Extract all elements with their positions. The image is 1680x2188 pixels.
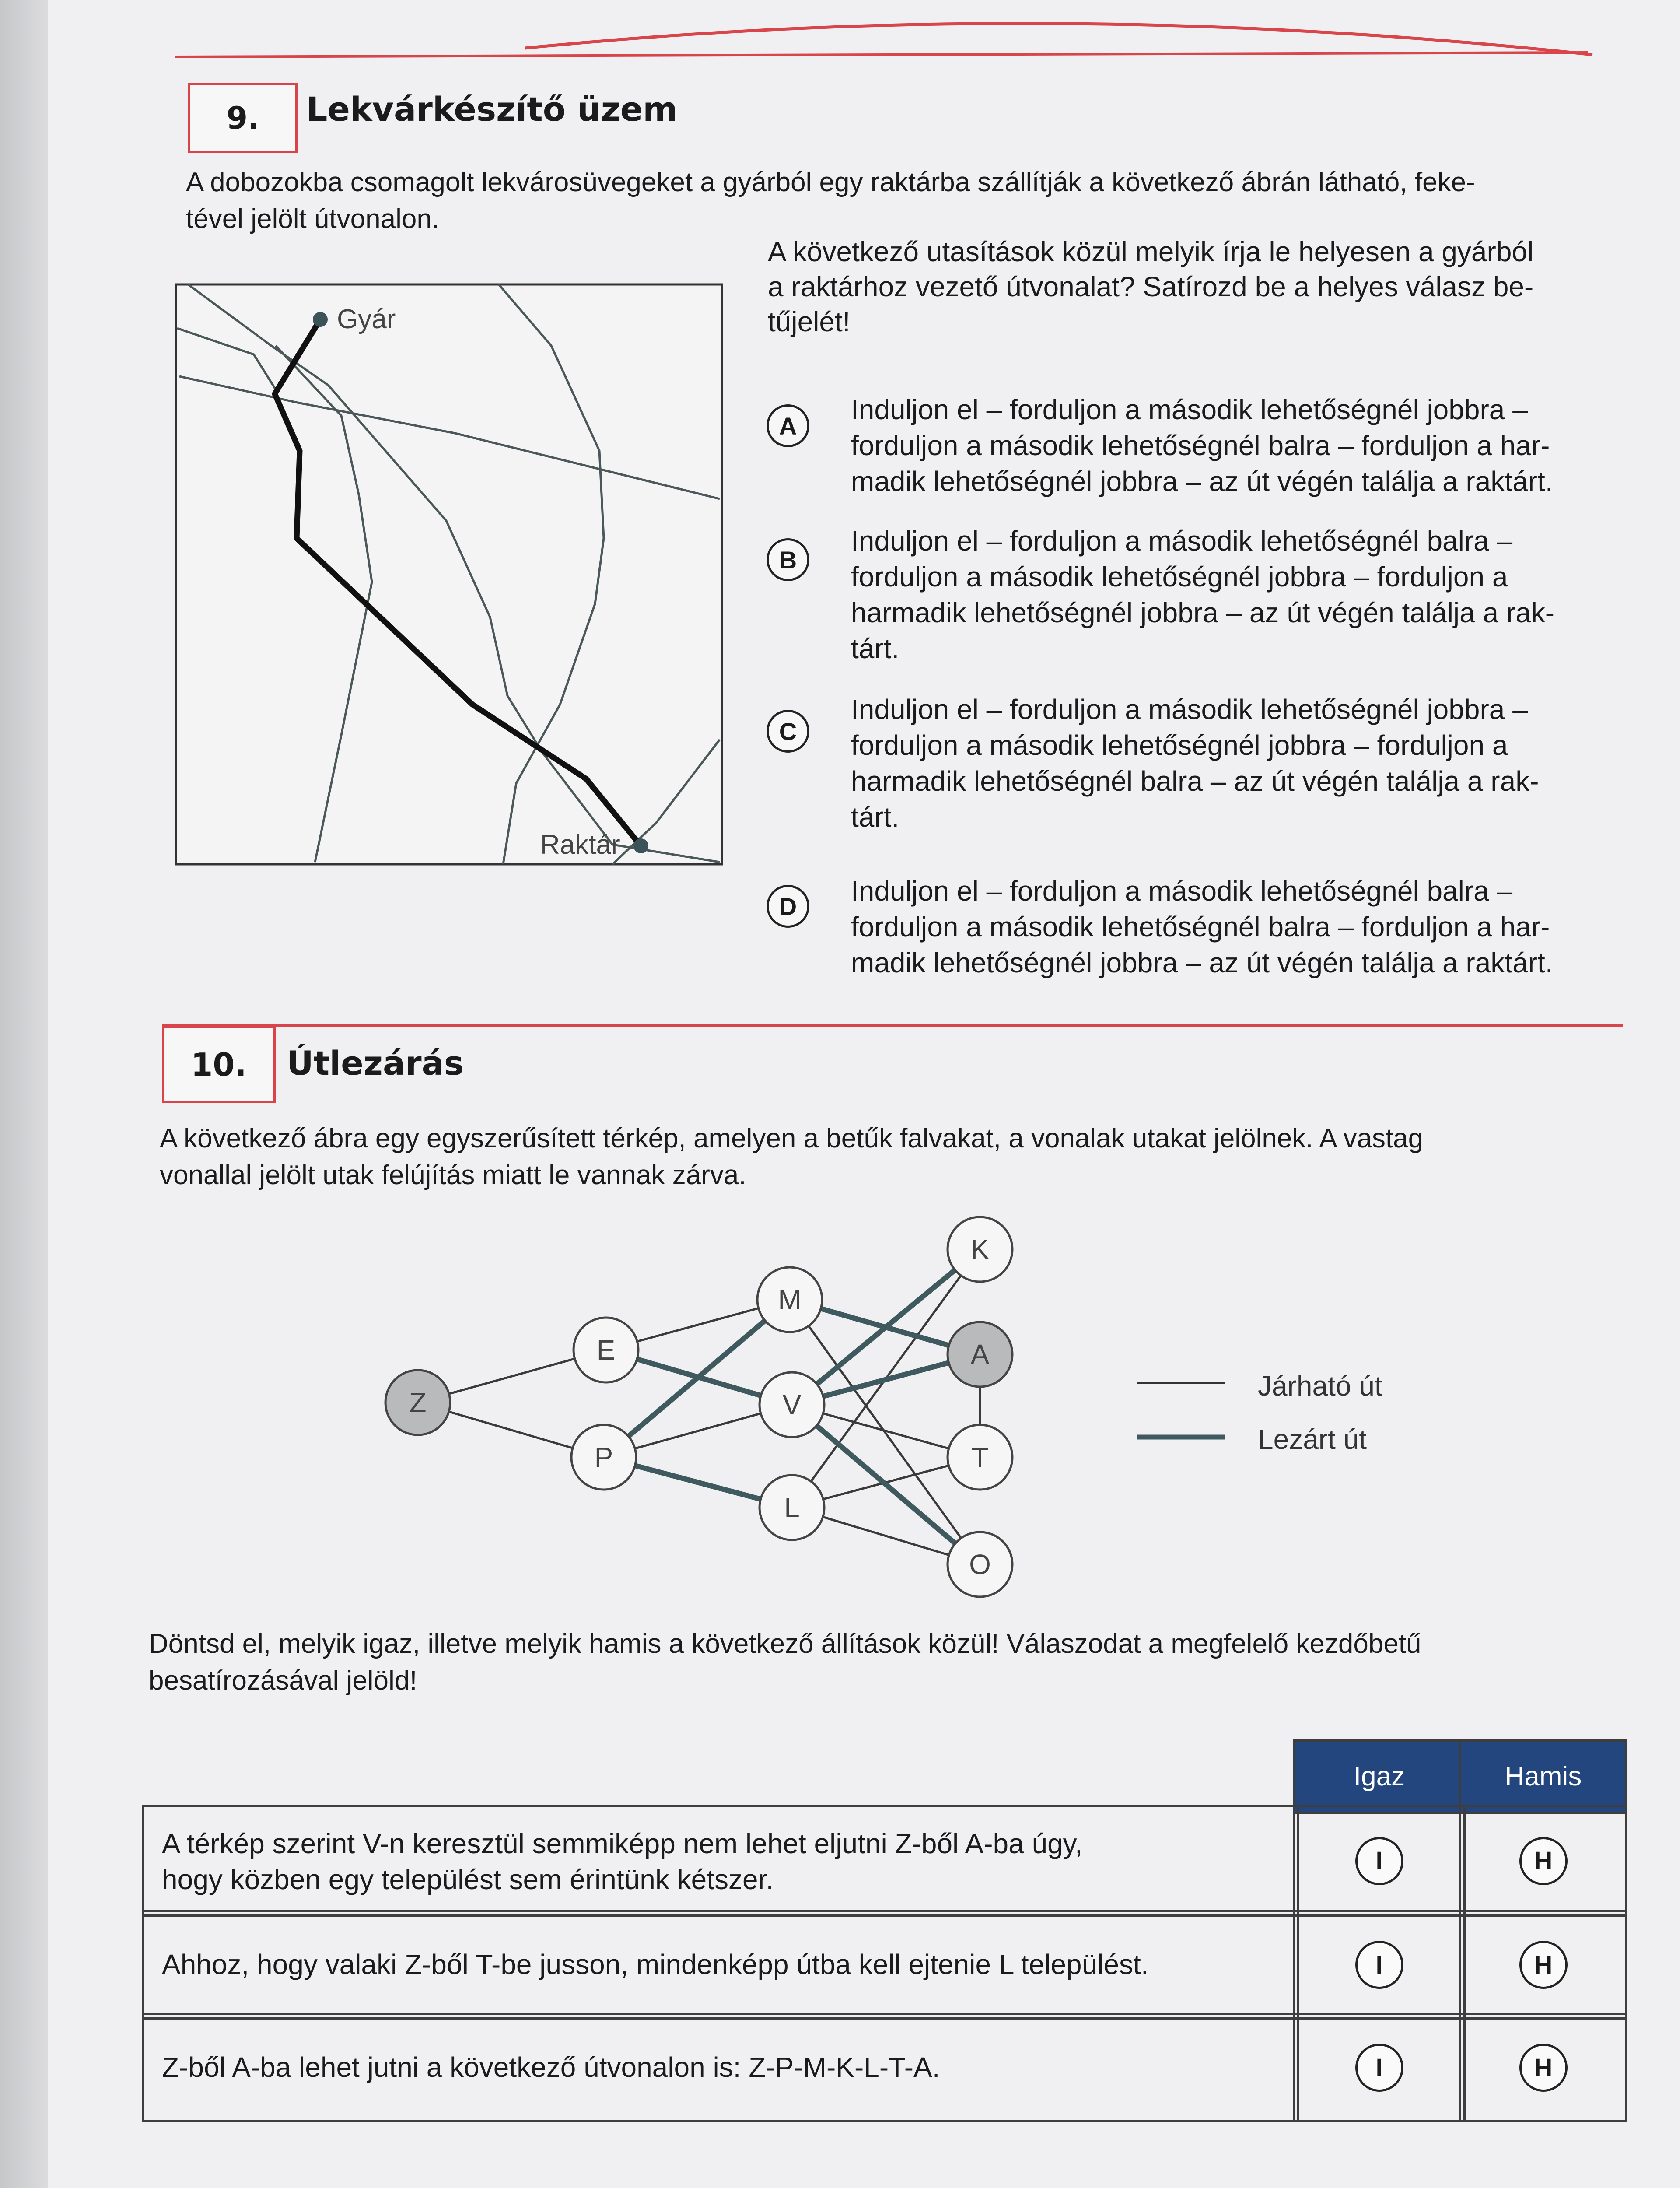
- village-label-Z: Z: [409, 1387, 427, 1418]
- village-label-V: V: [782, 1389, 802, 1420]
- option-b-bubble[interactable]: B: [766, 538, 809, 581]
- map-label-factory: Gyár: [337, 304, 396, 334]
- closed-road-P-M: [604, 1300, 790, 1457]
- village-label-K: K: [970, 1234, 990, 1265]
- answer-true-bubble[interactable]: I: [1355, 1941, 1404, 1989]
- option-line: madik lehetőségnél jobbra – az út végén találja a raktárt.: [851, 947, 1553, 978]
- task10-intro-line2: vonallal jelölt utak felújítás miatt le vannak zárva.: [160, 1160, 746, 1190]
- option-line: Induljon el – forduljon a második lehetőségnél jobbra –: [851, 694, 1528, 725]
- option-c-bubble[interactable]: C: [766, 710, 809, 753]
- closed-road-V-O: [792, 1405, 980, 1564]
- legend-open-label: Járható út: [1258, 1370, 1382, 1402]
- task10-number: 10.: [191, 1046, 247, 1083]
- answer-false-bubble[interactable]: H: [1519, 1837, 1568, 1885]
- task9-number: 9.: [226, 100, 259, 136]
- cell-false: [1459, 1805, 1628, 1917]
- table-row: [142, 1910, 1299, 2020]
- village-label-A: A: [970, 1339, 990, 1370]
- task9-intro-line1: A dobozokba csomagolt lekvárosüvegeket a gyárból egy raktárba szállítják a következő ábrán látható, feke-: [186, 167, 1475, 197]
- statement-line: A térkép szerint V-n keresztül semmiképp nem lehet eljutni Z-ből A-ba úgy,: [162, 1828, 1083, 1859]
- option-line: tárt.: [851, 633, 900, 664]
- task10-instruction: [149, 1626, 1636, 1699]
- cell-false: [1459, 2013, 1628, 2122]
- village-label-T: T: [971, 1441, 989, 1473]
- answer-false-bubble[interactable]: H: [1519, 1941, 1568, 1989]
- option-line: forduljon a második lehetőségnél balra – forduljon a har-: [851, 911, 1550, 943]
- statement-text: Ahhoz, hogy valaki Z-ből T-be jusson, mindenképp útba kell ejtenie L települést.: [162, 1949, 1149, 1980]
- village-label-P: P: [594, 1441, 613, 1473]
- option-line: forduljon a második lehetőségnél balra – forduljon a har-: [851, 430, 1550, 461]
- option-line: Induljon el – forduljon a második lehetőségnél balra –: [851, 525, 1513, 557]
- task10-intro-line1: A következő ábra egy egyszerűsített térkép, amelyen a betűk falvakat, a vonalak utakat jelölnek. A vastag: [160, 1123, 1424, 1154]
- legend-closed-swatch: [1133, 1413, 1229, 1440]
- cell-true: [1293, 1805, 1466, 1917]
- statement-text: Z-ből A-ba lehet jutni a következő útvonalon is: Z-P-M-K-L-T-A.: [162, 2051, 940, 2083]
- instruction-line: Döntsd el, melyik igaz, illetve melyik hamis a következő állítások közül! Válaszodat a megfelelő kezdőbetű: [149, 1629, 1421, 1659]
- map-label-warehouse: Raktár: [540, 830, 620, 860]
- option-d-bubble[interactable]: D: [766, 885, 809, 928]
- village-label-M: M: [778, 1284, 802, 1315]
- answer-false-bubble[interactable]: H: [1519, 2044, 1568, 2092]
- table-row: [142, 1805, 1299, 1917]
- option-line: forduljon a második lehetőségnél jobbra – forduljon a: [851, 729, 1508, 761]
- question-line: a raktárhoz vezető útvonalat? Satírozd be a helyes válasz be-: [768, 271, 1534, 302]
- question-line: A következő utasítások közül melyik írja le helyesen a gyárból: [768, 236, 1534, 267]
- option-line: Induljon el – forduljon a második lehetőségnél jobbra –: [851, 394, 1528, 425]
- option-line: harmadik lehetőségnél balra – az út végén találja a rak-: [851, 765, 1539, 797]
- question-line: tűjelét!: [768, 306, 850, 337]
- answer-true-bubble[interactable]: I: [1355, 2044, 1404, 2092]
- option-line: tárt.: [851, 801, 900, 833]
- statement-line: hogy közben egy települést sem érintünk kétszer.: [162, 1864, 774, 1895]
- cell-true: [1293, 1910, 1466, 2020]
- option-a-bubble[interactable]: A: [766, 404, 809, 447]
- statement-text: [144, 1807, 1297, 1916]
- task9-intro-line2: tével jelölt útvonalon.: [186, 204, 440, 234]
- instruction-line: besatírozásával jelöld!: [149, 1666, 417, 1696]
- statements-table: [142, 1739, 1630, 2133]
- task9-title: Lekvárkészítő üzem: [306, 90, 678, 129]
- village-label-O: O: [969, 1549, 991, 1580]
- legend-closed-label: Lezárt út: [1258, 1424, 1367, 1455]
- cell-false: [1459, 1910, 1628, 2020]
- option-line: Induljon el – forduljon a második lehetőségnél balra –: [851, 875, 1513, 907]
- option-line: madik lehetőségnél jobbra – az út végén találja a raktárt.: [851, 466, 1553, 497]
- table-row: [142, 2013, 1299, 2122]
- col-header-false: Hamis: [1459, 1739, 1628, 1814]
- village-label-L: L: [784, 1492, 800, 1523]
- cell-true: [1293, 2013, 1466, 2122]
- option-line: harmadik lehetőségnél jobbra – az út végén találja a rak-: [851, 597, 1555, 628]
- answer-true-bubble[interactable]: I: [1355, 1837, 1404, 1885]
- task10-title: Útlezárás: [287, 1044, 464, 1083]
- col-header-true: Igaz: [1293, 1739, 1466, 1814]
- option-line: forduljon a második lehetőségnél jobbra – forduljon a: [851, 561, 1508, 593]
- village-label-E: E: [596, 1334, 616, 1366]
